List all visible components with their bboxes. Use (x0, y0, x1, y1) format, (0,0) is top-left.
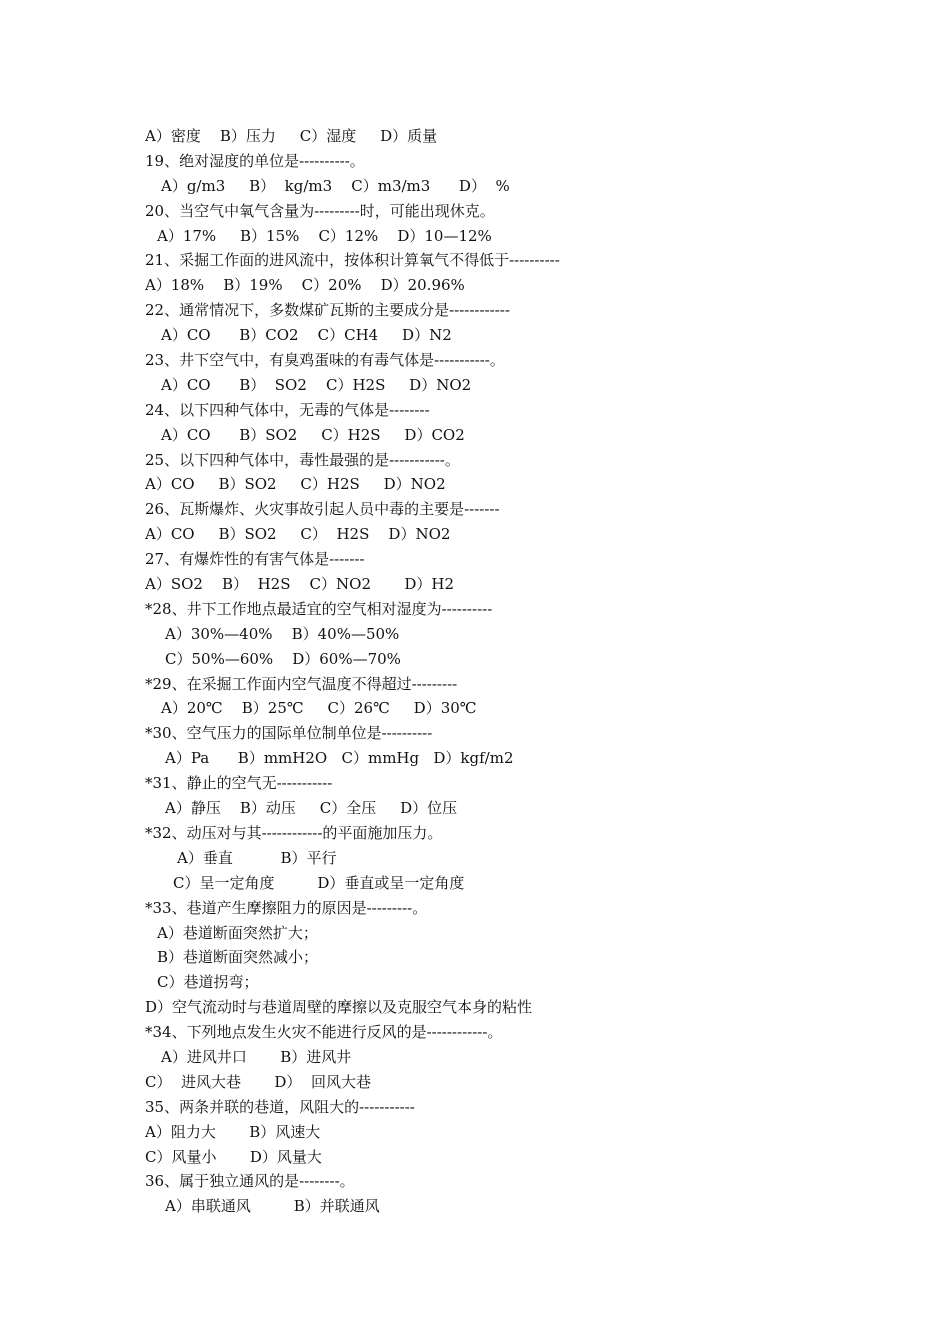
text-line: A）巷道断面突然扩大； (157, 923, 318, 942)
text-line: A）串联通风 B）并联通风 (165, 1197, 380, 1216)
text-line: *31、静止的空气无----------- (145, 774, 333, 793)
text-line: A）18% B）19% C）20% D）20.96% (145, 276, 465, 295)
text-line: C） 进风大巷 D） 回风大巷 (145, 1072, 371, 1091)
text-line: D）空气流动时与巷道周壁的摩擦以及克服空气本身的粘性 (145, 998, 533, 1017)
text-line: 24、以下四种气体中，无毒的气体是-------- (145, 400, 430, 419)
text-line: C）50%—60% D）60%—70% (165, 649, 401, 668)
text-line: A）g/m3 B） kg/m3 C）m3/m3 D） % (161, 176, 510, 195)
text-line: C）风量小 D）风量大 (145, 1147, 322, 1166)
text-line: 21、采掘工作面的进风流中，按体积计算氧气不得低于---------- (145, 251, 560, 270)
text-line: A）20℃ B）25℃ C）26℃ D）30℃ (161, 699, 477, 718)
text-line: *32、动压对与其------------的平面施加压力。 (145, 823, 443, 842)
text-line: *34、下列地点发生火灾不能进行反风的是------------。 (145, 1023, 503, 1042)
text-line: A）CO B）SO2 C） H2S D）NO2 (145, 525, 451, 544)
text-line: A）垂直 B）平行 (177, 848, 337, 867)
text-line: A）进风井口 B）进风井 (161, 1047, 352, 1066)
text-line: 19、绝对湿度的单位是----------。 (145, 151, 365, 170)
text-line: *29、在采掘工作面内空气温度不得超过--------- (145, 674, 458, 693)
text-line: A）CO B）SO2 C）H2S D）NO2 (145, 475, 446, 494)
text-line: *28、井下工作地点最适宜的空气相对湿度为---------- (145, 599, 493, 618)
text-line: C）呈一定角度 D）垂直或呈一定角度 (173, 873, 465, 892)
text-line: A）17% B）15% C）12% D）10—12% (157, 226, 492, 245)
text-line: 26、瓦斯爆炸、火灾事故引起人员中毒的主要是------- (145, 500, 500, 519)
text-line: 22、通常情况下，多数煤矿瓦斯的主要成分是------------ (145, 301, 510, 320)
text-line: 20、当空气中氧气含量为---------时，可能出现休克。 (145, 201, 495, 220)
text-line: *30、空气压力的国际单位制单位是---------- (145, 724, 433, 743)
text-line: A）密度 B）压力 C）湿度 D）质量 (145, 127, 438, 145)
text-line: 25、以下四种气体中，毒性最强的是-----------。 (145, 450, 460, 469)
text-line: 35、两条并联的巷道，风阻大的----------- (145, 1097, 415, 1116)
text-line: A）阻力大 B）风速大 (145, 1122, 321, 1141)
text-line: A）Pa B）mmH2O C）mmHg D）kgf/m2 (165, 749, 514, 768)
question-list (145, 124, 865, 1219)
text-line: A）SO2 B） H2S C）NO2 D）H2 (145, 575, 455, 594)
text-line: B）巷道断面突然减小； (157, 948, 319, 967)
text-line: A）静压 B）动压 C）全压 D）位压 (165, 799, 458, 818)
text-line: C）巷道拐弯； (157, 973, 259, 992)
text-line: A）CO B） SO2 C）H2S D）NO2 (161, 375, 472, 394)
text-line: 36、属于独立通风的是--------。 (145, 1172, 355, 1191)
text-line: A）30%—40% B）40%—50% (165, 624, 400, 643)
text-line: *33、巷道产生摩擦阻力的原因是---------。 (145, 898, 428, 917)
text-line: 23、井下空气中，有臭鸡蛋味的有毒气体是-----------。 (145, 351, 505, 370)
text-line: A）CO B）SO2 C）H2S D）CO2 (161, 425, 465, 444)
text-line: 27、有爆炸性的有害气体是------- (145, 550, 365, 569)
text-line: A）CO B）CO2 C）CH4 D）N2 (161, 326, 452, 345)
